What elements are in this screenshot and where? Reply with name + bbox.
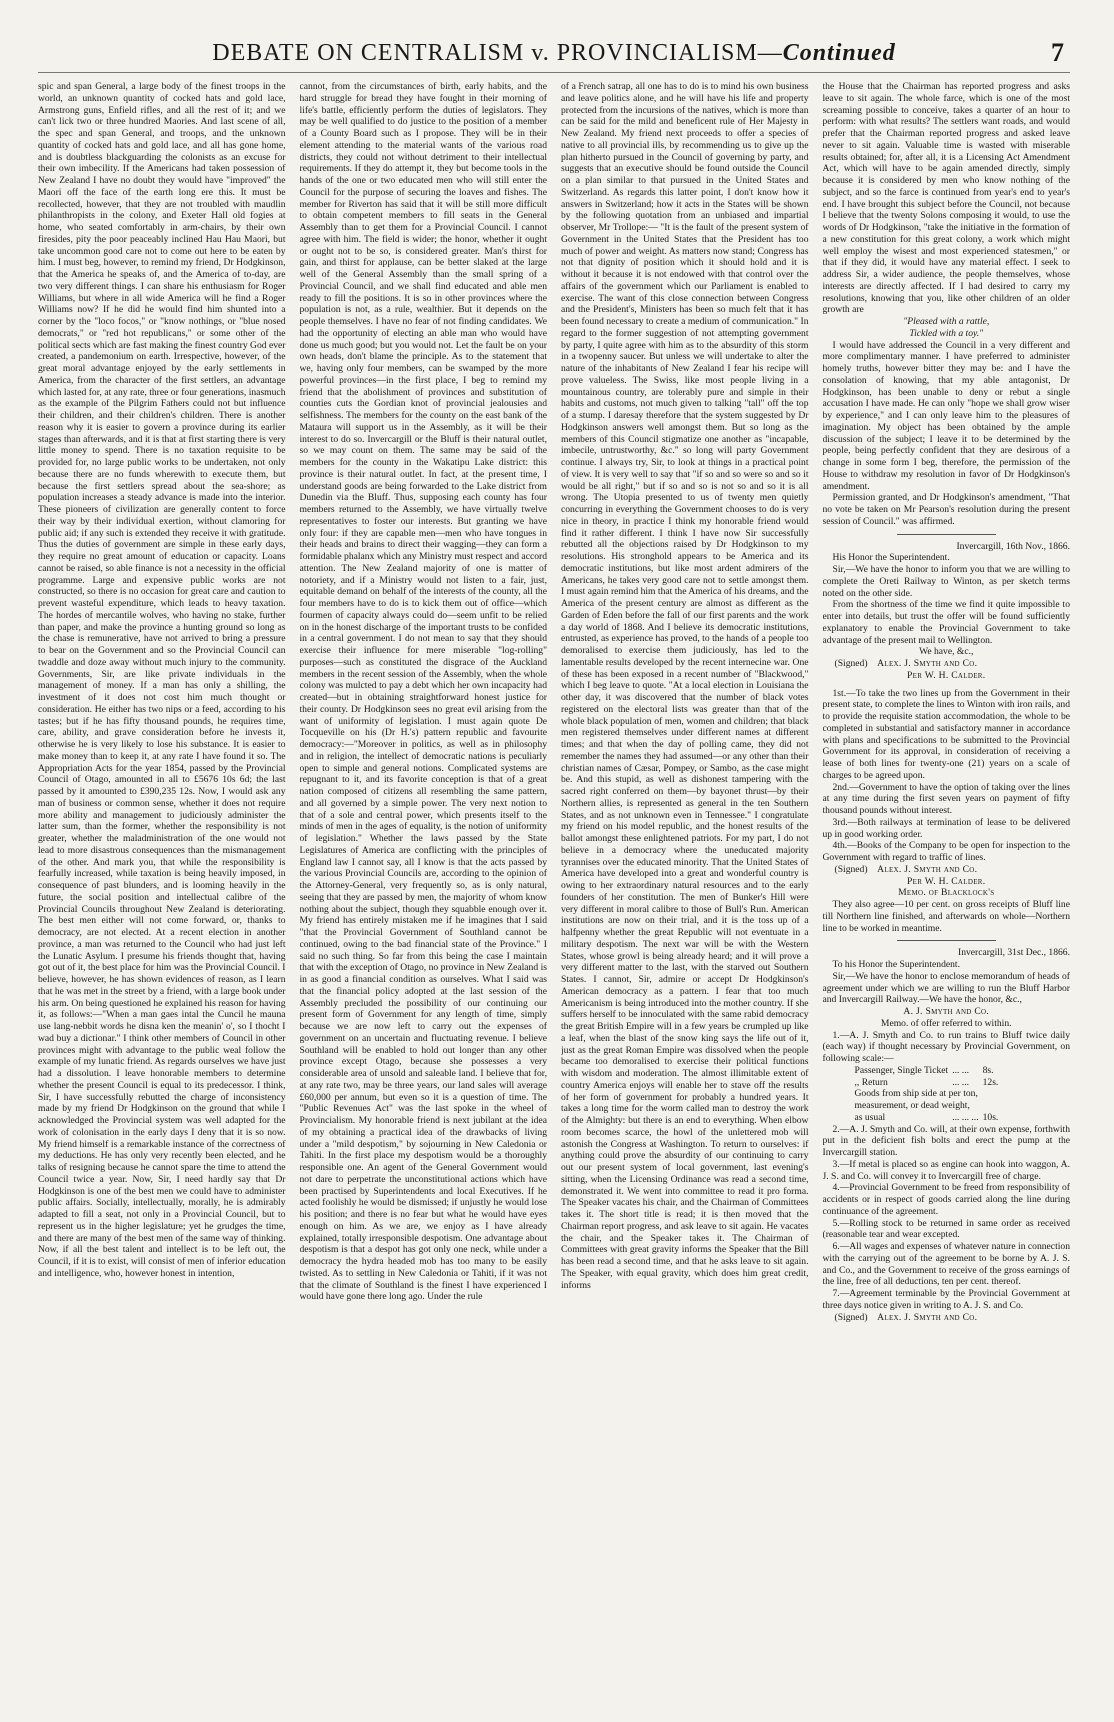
column-3	[561, 81, 809, 1709]
memo-2-heading: Memo. of offer referred to within.	[880, 1017, 1012, 1029]
memo-text: They also agree—10 per cent. on gross receipts of Bluff line till Northern line finished, and afterwards on whole—Northern line to be worked in meantime.	[822, 899, 1070, 934]
letter-1-dateline: Invercargill, 16th Nov., 1866.	[956, 540, 1070, 552]
term-3: 3rd.—Both railways at termination of lease to be delivered up in good working order.	[822, 816, 1070, 840]
fare-label: Passenger, Single Ticket	[854, 1064, 949, 1076]
fare-label: ,, Return	[854, 1076, 888, 1088]
column-1	[38, 81, 286, 1709]
fare-row	[853, 1077, 1001, 1089]
column-2	[300, 81, 548, 1709]
term-4: 4th.—Books of the Company to be open for inspection to the Government with regard to traffic of lines.	[822, 840, 1070, 863]
column-2-text: cannot, from the circumstances of birth, early habits, and the hard struggle for bread they have fought in their morning of life's battle, efficiently perform the duties of legislators. They may be well qualified to do justice to the position of a member of a County Board such as I propose. They will be in their element attending to the material wants of the various road districts, they could not without detriment to their intellectual requirements. If they do attempt it, they but become tools in the hands of the one or two educated men who will still enter the Council for the purpose of securing the loaves and fishes. The member for Riverton has said that it will be still more difficult to obtain competent members to fill seats in the General Assembly than to get them for a Provincial Council. I cannot agree with him. The field is wider; the honor, whether it ought or ought not to be so, is considered greater. Man's thirst for gain, and thirst for applause, can be better slaked at the large well of the General Assembly than the small spring of a Provincial Council, and we shall find educated and able men ready to fill the positions. It is so in other provinces where the population is not, as a rule, wealthier. But it depends on the people themselves. I have no fear of not finding candidates. We had the opportunity of electing an able man who would have done us much good; but you would not. Let the fault be on your own heads, don't blame the principle. As to the statement that we, having only four members, can be swamped by the more powerful provinces—in the first place, I beg to remind my friend that the abolishment of provinces and substitution of counties cuts the Gordian knot of provincial jealousies and selfishness. The members for the county on the east bank of the Mataura will support us in the Assembly, as it will be their interest to do so. Invercargill or the Bluff is their natural outlet, so we may count on them. The same may be said of the members for the county in the Wakatipu Lake district: this province is their natural outlet. In fact, at the present time, I understand goods are being forwarded to the Lake district from Dunedin via the Bluff. Thus, supposing each county has four members returned to the Assembly, we have virtually twelve representatives to foster our interests. But granting we have only four: if they are capable men—men who have tongues in their heads and brains to direct their wagging—they can form a formidable phalanx which any Ministry must respect and accord attention. The New Zealand majority of one is matter of notoriety, and if a Ministry would not listen to a fair, just, equitable demand on behalf of the interests of the county, all the four members have to do is to kick them out of office—which fourmen of capacity always could do—seem unfit to be relied on in the honest discharge of the important trusts to be confided in a central government. I do not mean to say that they should exercise their influence for mere miserable "log-rolling" purposes—such as constituted the disgrace of the Auckland members in the recent session of the Assembly, when the whole colony was mulcted to pay a debt which her own incapacity had created—but in obtaining straightforward honest justice for their county. Dr Hodgkinson sees no great evil arising from the want of uniformity of legislation. I must again quote De Tocqueville on his (Dr H.'s) pattern republic and favourite democracy:—"Moreover in politics, as well as in philosophy and in religion, the intellect of democratic nations is peculiarly open to simple and general notions. Complicated systems are repugnant to it, and its favorite conception is that of a great nation composed of citizens all resembling the same pattern, and all governed by a simple power. The very next notion to that of a sole and central power, which presents itself to the minds of men in the ages of equality, is the notion of uniformity of legislation." Whether the laws passed by the State Legislatures of America are conflicting with the principles of England law I cannot say, all I know is that the acts passed by the various Provincial Councils are, according to the opinion of the Attorney-General, very frequently so, as is only natural, seeing that they are passed by men, the majority of whom know nothing about the subject, though they squabble enough over it. My friend has entirely mistaken me if he imagines that I said "that the Provincial Government of Southland cannot be continued, owing to the bad financial state of the Province." I said no such thing. So far from this being the case I maintain that with the exception of Otago, no province in New Zealand is in as good a financial condition as ourselves. What I said was that the financial policy adopted at the last session of the Assembly precluded the possibility of our continuing our present form of Government for any length of time, simply because we are now left to carry out the expenses of government on an uncertain and fluctuating revenue. I believe Southland will be enabled to hold out longer than any other province except Otago, because she possesses a very considerable area of unsold and saleable land. I believe that for, at any rate two, may be three years, our land sales will average £60,000 per annum, but even so it is a question of time. The "Public Revenues Act" was the last spoke in the wheel of Provincialism. My honorable friend is next jubilant at the idea of my obtaining a practical idea of the drawbacks of living under a "mild despotism," by sojourning in New Caledonia or Tahiti. In the first place my despotism would be a thoroughly responsible one. An agent of the General Government would not dare to perpetrate the unconstitutional actions which have been practised by Superintendents and local Executives. If he acted foolishly he would be dismissed; if unjustly he would lose his position; and there is no fear but what he would have eyes enough on him. As we are, we enjoy as I have already explained, totally irresponsible despotism. One advantage about despotism is that a despot has got only one neck, while under a democracy the hydra headed mob has too many to be easily twisted. As to settling in New Caledonia or Tahiti, if it was not that the climate of Southland is the finest I have experienced I would have gone there long ago. Under the rule	[299, 81, 547, 1303]
term-2: 2nd.—Government to have the option of taking over the lines at any time during the first seven years on payment of fifty thousand pounds without interest.	[822, 781, 1070, 816]
letter-2-addressee: To his Honor the Superintendent.	[832, 959, 960, 970]
memo-item-2: 2.—A. J. Smyth and Co. will, at their own expense, forthwith put in the deficient fish bolts and erect the pump at the Invercargill station.	[822, 1123, 1070, 1158]
final-signed: (Signed)	[834, 1311, 868, 1323]
fare-label: measurement, or dead weight,	[854, 1100, 970, 1111]
text-columns	[38, 81, 1070, 1709]
terms-per: Per W. H. Calder.	[907, 875, 986, 887]
memo-heading: Memo. of Blacklock's	[898, 887, 995, 899]
letter-1-signed: (Signed)	[834, 658, 868, 669]
fare-label: as usual	[854, 1111, 886, 1123]
letter-1-per: Per W. H. Calder.	[907, 669, 986, 681]
letter-1-addressee: His Honor the Superintendent.	[832, 552, 950, 564]
page-number: 7	[1051, 38, 1064, 67]
final-signature	[823, 1312, 1071, 1324]
memo-item-3: 3.—If metal is placed so as engine can hook into waggon, A. J. S. and Co. will convey it to Invercargill free of charge.	[822, 1158, 1070, 1182]
letter-2-signatory: A. J. Smyth and Co.	[903, 1006, 990, 1017]
quoted-verse-line-2: Tickled with a toy."	[909, 327, 984, 339]
column-4-text-2: I would have addressed the Council in a very different and more complimentary manner. I have preferred to administer homely truths, however bitter they may be: and I have the consolation of knowing, that my able antagonist, Dr Hodgkinson, has been unable to deny or rebut a single accusation I have made. He can only "hope we shall grow wiser by experience," and I can only leave him to the pleasures of imagination. My object has been obtained by the ample discussion of the subject; I leave it to be determined by the people, being perfectly confident that they are desirous of a change in some form I beg, therefore, the permission of the House to withdraw my resolution in favor of Dr Hodgkinson's amendment.	[822, 339, 1070, 492]
letter-1-signature	[823, 658, 1071, 670]
page-header	[38, 40, 1070, 73]
fare-dots: ... ...	[952, 1076, 969, 1088]
memo-item-4: 4.—Provincial Government to be freed from responsibility of accidents or in respect of goods carried along the line during continuance of the agreement.	[822, 1182, 1070, 1217]
fare-row	[853, 1088, 1001, 1100]
letter-2-dateline: Invercargill, 31st Dec., 1866.	[958, 947, 1070, 959]
column-1-text: spic and span General, a large body of the finest troops in the world, an unknown quantity of cocked hats and gold lace, Armstrong guns, Enfield rifles, and all the rest of it; and we can't lick two or three hundred Maories. And last scene of all, the spec and span General, and troops, and the unknown quantity of cocked hats and gold lace, and all has gone home, and is doubtless blackguarding the colonists as an excuse for their own imbecility. If the Americans had taken possession of New Zealand I have no doubt they would have "improved" the Maori off the face of the earth long ere this. It must be recollected, however, that they are not troubled with maudlin philanthropists in the colony, and Exeter Hall old fogies at home, who seated comfortably in arm-chairs, by their own firesides, pity the poor peaceably inclined Hau Hau Maori, but take uncommon good care not to come out here to be eaten by him. I must beg, however, to remind my friend, Dr Hodgkinson, that the America he speaks of, and the America of to-day, are two very different things. I can share his enthusiasm for Roger Williams, but where in all wide America will he find a Roger Williams now? If he did he would find him shunted into a corner by the "loco focos," or "know nothings, or "blue nosed democrats," or "red hot republicans," or some other of the political sects which are fast making the finest country God ever created, a pandemonium on earth. Irrespective, however, of the great moral advantage enjoyed by the early settlements in America, from the character of the first settlers, an advantage which lasted for, at any rate, three or four generations, inasmuch as the example of the Pilgrim Fathers could not but influence their children, and their children's children. There is another reason why it is easier to govern a province during its earlier stages than afterwards, and it is that at first starting there is very little money to spend. There is no taxation requisite to be provided for, no large public works to be undertaken, not only because there are no funds wherewith to execute them, but because the first settlers spread about the sea-shore; as population increases a steady advance is made into the interior. These pioneers of civilization are generally content to force their way by their individual exertion, without clamoring for public aid; if any such is extended they receive it with gratitude. Thus the duties of government are simple in these early days, they require no great amount of education or capacity. Loans cannot be raised, so able finance is not a necessity in the official programme. Large and expensive public works are not constructed, so there is no occasion for great care and caution to prevent wasteful expenditure, which leads to heavy taxation. The hordes of mercantile wolves, who having no stake, further than paper, and make the province a hunting ground so long as the chase is remunerative, have not arrived to bring a pressure to bear on the Government and so the Provincial Council can twaddle and doze away without much injury to the community. Governments, Sir, are like private individuals in the management of money. If a man has only a shilling, the investment of it does not cost him much thought or consideration. He either has two nips or a feed, according to his tastes; but if he has fifty thousand pounds, he requires time, care, ability, and grave consideration before he invests it, otherwise he is very likely to lose his substance. It is easier to make money than to keep it, at any rate I have found it so. The Appropriation Acts for the year 1854, passed by the Provincial Council of Otago, amounted in all to £5676 10s 6d; the last passed by it amounted to £390,235 12s. Now, I would ask any man of business or common sense, whether it does not require more ability and management to judiciously administer the latter sum, than the former, whether the responsibility is not greater, whether the maladministration of the one would not lead to more disastrous consequences than the mismanagement of the other. And mark you, that while the responsibility is fearfully increased, while taxation is being heavily imposed, in consequence of past blunders, and is looming heavily in the future, the social position and intellectual calibre of the Provincial Councils throughout New Zealand is deteriorating. The best men either will not come forward, or, thanks to democracy, are not elected. At a recent election in another province, a man was returned to the Council who had just left the Lunatic Asylum. I presume his friends thought that, having got out of it, the best place for him was the Provincial Council. I believe, however, he has shown evidences of reason, as I learn that he was met in the street by a friend, with a large book under his arm. On being questioned he explained his reason for having it, as follows:—"When a man gaes intal the Cuncil he mauna use lang-nebbit words he disna ken the meanin' o', so I thocht I wad buy a dictionar." I think other members of Council in other provinces might with advantage to the public weal follow the example of my lunatic friend. As regards ourselves we have just had a dissolution. I leave honorable members to determine whether the present Council is equal to its predecessor. I think, Sir, I have successfully rebutted the charge of inconsistency made by my friend Dr Hodgkinson on the ground that while I acknowledged the Provincial system was well adapted for the work of colonisation in the early days I deny that it is so now. My friend himself is a remarkable instance of the correctness of my deductions. He has only very recently been elected, and he talks of resigning because he cannot spare the time to attend the Council twice a year. Now, Sir, I need hardly say that Dr Hodgkinson is one of the best men we could have to administer public affairs. Socially, intellectually, morally, he is admirably adapted to fill a seat, not only in a Provincial Council, but to represent us in the higher legislature; yet he grudges the time, and there are many of the best men of the same way of thinking. Now, if all the best talent and intellect is to be left out, the Council, if it is to exist, will consist of men of inferior education and intelligence, who, however honest in intention,	[38, 81, 286, 1279]
fare-row	[853, 1065, 1001, 1077]
column-4	[823, 81, 1071, 1709]
fare-label: Goods from ship side at per ton,	[854, 1088, 978, 1100]
running-head-main: DEBATE ON CENTRALISM v. PROVINCIALISM—	[212, 40, 783, 66]
section-divider-2	[897, 940, 996, 941]
letter-1-paragraph-1: Sir,—We have the honor to inform you that we are willing to complete the Oreti Railway to Winton, as per sketch terms noted on the other side.	[822, 564, 1070, 599]
fare-value: 10s.	[982, 1111, 999, 1123]
memo-item-6: 6.—All wages and expenses of whatever nature in connection with the carrying out of the agreement to be borne by A. J. S. and Co., and the Government to receive of the gross earnings of the line, free of all deductions, ten per cent. thereof.	[822, 1241, 1070, 1288]
terms-signed: (Signed)	[834, 863, 868, 875]
letter-1-paragraph-2: From the shortness of the time we find it quite impossible to enter into details, but trust the offer will be found sufficiently explanatory to enable the Provincial Government to take advantage of the present mail to Wellington.	[822, 599, 1070, 646]
terms-signature	[823, 864, 1071, 876]
column-4-text-1: the House that the Chairman has reported progress and asks leave to sit again. The whole farce, which is one of the most screaming possible to conceive, takes a quarter of an hour to perform: with what results? The settlers want roads, and would prefer that the Chairman reported progress and asked leave never to sit again. Valuable time is wasted with miserable results obtained; for, after all, it is a Licensing Act Amendment Act, which will have to be again amended directly, simply because it is considered by men who know nothing of the subject, and so the farce is continued from year's end to year's end. I have brought this subject before the Council, not because I believe that the twenty Solons composing it would, to use the words of Dr Hodgkinson, "take the initiative in the formation of a new constitution for this great colony, a work which might well employ the wisest and most experienced statesmen," or that if they did, it would have any material effect. I seek to address Sir, a wider audience, the people themselves, whose interests are directly affected. If I had desired to carry my resolutions, knowing that you, like other children of an older growth are	[822, 81, 1070, 316]
term-1: 1st.—To take the two lines up from the Government in their present state, to complete the lines to Winton with iron rails, and to provide the requisite station accommodation, the whole to be completed in substantial and satisfactory manner in accordance with plans and specifications to be submitted to the Provincial Government for its approval, in consideration of receiving a lease of both lines for twenty-one (21) years on a scale of charges to be agreed upon.	[822, 687, 1070, 781]
fare-row	[853, 1100, 1001, 1112]
running-head	[38, 40, 1070, 67]
column-3-text: of a French satrap, all one has to do is to mind his own business and leave politics alone, and he will have his life and property protected from the incursions of the natives, which is more than can be said for the mild and beneficent rule of Her Majesty in New Zealand. My friend next proceeds to offer a species of native to all provincial ills, by recommending us to give up the plan hitherto pursued in the Council of governing by party, and suggests that an executive should be found outside the Council on a plan similar to that pursued in the United States and Switzerland. As regards this latter point, I don't know how it answers in Switzerland; how it acts in the States will be shown by the following quotation from an unbiased and impartial observer, Mr Trollope:— "It is the fault of the present system of Government in the United States that the President has too much of power and weight. As matters now stand; Congress has not that dignity of position which it should hold and it is without it because it is not endowed with that control over the affairs of the government which our Parliament is enabled to exercise. The want of this close connection between Congress and the President's, Ministers has been so much felt that it has been found necessary to create a medium of communication." In regard to the former suggestion of not attempting government by party, I quite agree with him as to the absurdity of this storm in a twopenny saucer. But unless we will undertake to alter the nature of the inhabitants of New Zealand I fear his recipe will prove valueless. The Swiss, like most people living in a mountainous country, are tolerably pure and simple in their habits and customs, not much given to talking "tall" off the top of a stump. I daresay therefore that the system suggested by Dr Hodgkinson answers well amongst them. But so long as the members of this Council stigmatize one another as "incapable, imbecile, untrustworthy, &c." so long will party Government continue. I always try, Sir, to look at things in a practical point of view. It is very well to say that "if so and so were so and so it would be all right," but if so and so is not so and so it is all wrong. The Utopia presented to us of twenty men quietly concurring in everything the Government chooses to do is very nice in theory, in practice I think my honorable friend would find it rather different. I think I have now Sir successfully rebutted all the objections raised by Dr Hodgkinson to my resolutions. His stronghold appears to be America and its democratic institutions, but like most ardent admirers of the Americans, he takes very good care not to settle amongst them. I must again remind him that the America of his dreams, and the America of the present century are almost as different as the Garden of Eden before the fall of our first parents and the work a day world of 1868. And I believe its democratic institutions, entrusted, as experience has proved, to the hands of a people too demoralised to exercise them judiciously, has led to the lamentable results developed by the recent internecine war. One of these has been exposed in a recent number of "Blackwood," which I beg leave to quote. "At a local election in Louisiana the other day, it was discovered that the number of black votes registered on the electoral lists was greater than that of the whole black population of men, women and children; that black men registered themselves under different names at different times; and that when the day of polling came, they did not remember the names they had assumed—or any other than their christian names of Cæsar, Pompey, or Sambo, as the case might be. And this stupid, as well as dishonest tampering with the sacred right conferred on them—by bayonet thrust—by their Northern allies, is represented as general in the ten Southern States, and as not unknown even in Tennessee." I congratulate my friend on his model republic, and the honest results of the ballot amongst these enlightened patriots. For my part, I do not believe in a democracy where the uneducated majority tyrannises over the educated minority. That the United States of America have developed into a great and wonderful country is owing to her extraordinary natural resources and to the early founders of her constitution. The men of Bunker's Hill were very different in moral calibre to those of Bull's Run. American institutions are now on their trial, and it is the toss up of a halfpenny whether the great Republic will not eventuate in a military despotism. The next war will be with the Western States, whose growl is being already heard; and it will prove a very different matter to the last, with the starved out Southern States. I cannot, Sir, admire or accept Dr Hodgkinson's American democracy as a pattern. I fear that too much Americanism is being introduced into the mother country. If she suffers herself to be innoculated with the same rabid democracy the great British Empire will in a few years be crumpled up like a leaf, when the blast of the snow king says the life out of it, just as the great Roman Empire was dissolved when the people became too demoralised to exercise their political functions with wisdom and moderation. The almost illimitable extent of country America enjoys will enable her to stave off the results of her form of government for probably a hundred years. It takes a long time for the worm called man to destroy the work of the Almighty: but there is an end to everything. When elbow room becomes scarce, the howl of the unlettered mob will astonish the Congress at Washington. To return to ourselves: if anything could prove the absurdity of our continuing to carry out our present system of local government, last evening's sitting, when the Licensing Ordinance was read a second time, demonstrated it. We went into committee to read it pro forma. The Speaker vacates his chair, and the Chairman of Committees takes it. The short title is read; it is then moved that the Chairman report progress, and ask leave to sit again. He vacates the chair, and the Speaker takes it. The Chairman of Committees with great gravity informs the Speaker that the Bill has been read a second time, and that he asks leave to sit again. The Speaker, with equal gravity, which does him great credit, informs	[561, 81, 809, 1291]
memo-item-5: 5.—Rolling stock to be returned in same order as received (reasonable tear and wear excepted.	[822, 1217, 1070, 1241]
quoted-verse-line-1: "Pleased with a rattle,	[903, 316, 990, 327]
fare-row	[853, 1112, 1001, 1124]
letter-1-signatory: Alex. J. Smyth and Co.	[877, 658, 978, 669]
fare-dots: ... ...	[952, 1064, 969, 1076]
column-4-text-3: Permission granted, and Dr Hodgkinson's amendment, "That no vote be taken on Mr Pearson's resolution during the present session of Council." was affirmed.	[822, 492, 1070, 527]
running-head-continued: Continued	[782, 40, 896, 66]
fare-table	[853, 1065, 1001, 1124]
letter-2-paragraph: Sir,—We have the honor to enclose memorandum of heads of agreement under which we are willing to run the Bluff Harbor and Invercargill Railway.—We have the honor, &c.,	[822, 970, 1070, 1006]
fare-value: 12s.	[982, 1076, 999, 1088]
fare-value: 8s.	[982, 1064, 994, 1076]
section-divider	[897, 534, 996, 535]
terms-signatory: Alex. J. Smyth and Co.	[877, 863, 978, 875]
letter-1-closing: We have, &c.,	[919, 646, 974, 658]
memo-item-1: 1.—A. J. Smyth and Co. to run trains to Bluff twice daily (each way) if thought necessary by Provincial Government, on following scale:—	[822, 1029, 1070, 1064]
memo-item-7: 7.—Agreement terminable by the Provincial Government at three days notice given in writing to A. J. S. and Co.	[822, 1288, 1070, 1311]
fare-dots: ... ... ...	[952, 1111, 979, 1123]
final-signatory: Alex. J. Smyth and Co.	[877, 1311, 978, 1323]
